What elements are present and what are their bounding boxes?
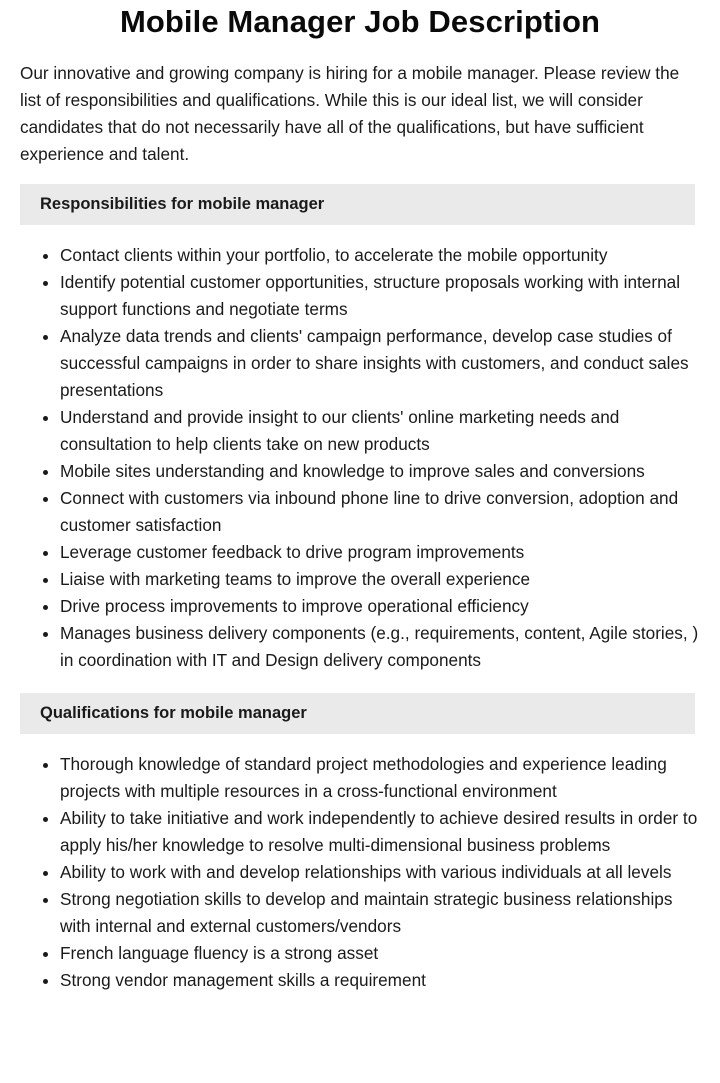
bullet-icon [43,416,48,421]
bullet-icon [43,281,48,286]
bullet-icon [43,817,48,822]
bullet-icon [43,470,48,475]
bullet-icon [43,254,48,259]
list-item-text: Mobile sites understanding and knowledge to improve sales and conversions [60,461,645,481]
bullet-icon [43,979,48,984]
list-item [60,458,700,485]
list-item [60,859,700,886]
intro-paragraph: Our innovative and growing company is hiring for a mobile manager. Please review the list of responsibilities and qualifications. While this is our ideal list, we will consider candidates that do not necessarily have all of the qualifications, but have sufficient experience and talent. [20,63,680,164]
list-item [60,566,700,593]
list-item-text: Understand and provide insight to our clients' online marketing needs and consultation to help clients take on new products [60,407,620,454]
list-item [60,940,700,967]
list-item-text: French language fluency is a strong asset [60,943,379,963]
list-item-text: Drive process improvements to improve operational efficiency [60,596,529,616]
list-item [60,485,700,539]
list-item [60,886,700,940]
bullet-icon [43,497,48,502]
list-item [60,242,700,269]
list-item-text: Connect with customers via inbound phone line to drive conversion, adoption and customer satisfaction [60,488,679,535]
page-title: Mobile Manager Job Description [119,4,601,39]
list-item [60,404,700,458]
bullet-icon [43,952,48,957]
list-item [60,323,700,404]
list-item-text: Leverage customer feedback to drive program improvements [60,542,525,562]
bullet-icon [43,551,48,556]
list-item-text: Ability to work with and develop relationships with various individuals at all levels [60,862,672,882]
bullet-icon [43,871,48,876]
list-item-text: Ability to take initiative and work independently to achieve desired results in order to apply his/her knowledge to resolve multi-dimensional business problems [60,808,698,855]
list-item [60,967,700,994]
list-item-text: Strong vendor management skills a requirement [60,970,426,990]
list-item [60,593,700,620]
bullet-icon [43,335,48,340]
bullet-icon [43,898,48,903]
list-item [60,539,700,566]
list-item-text: Analyze data trends and clients' campaign performance, develop case studies of successful campaigns in order to share insights with customers, and conduct sales presentations [60,326,689,400]
list-item-text: Manages business delivery components (e.g., requirements, content, Agile stories, ) in coordination with IT and Design delivery components [60,623,699,670]
list-item-text: Strong negotiation skills to develop and maintain strategic business relationships with internal and external customers/vendors [60,889,673,936]
bullet-icon [43,605,48,610]
list-item [60,620,700,674]
list-item-text: Thorough knowledge of standard project methodologies and experience leading projects with multiple resources in a cross-functional environment [60,754,667,801]
qualifications-list [0,751,700,994]
qualifications-heading: Qualifications for mobile manager [20,693,695,734]
responsibilities-list [0,242,700,674]
list-item-text: Identify potential customer opportunities, structure proposals working with internal support functions and negotiate terms [60,272,681,319]
list-item [60,269,700,323]
list-item-text: Liaise with marketing teams to improve the overall experience [60,569,531,589]
list-item-text: Contact clients within your portfolio, to accelerate the mobile opportunity [60,245,608,265]
bullet-icon [43,763,48,768]
list-item [60,805,700,859]
bullet-icon [43,578,48,583]
bullet-icon [43,632,48,637]
responsibilities-heading: Responsibilities for mobile manager [20,184,695,225]
list-item [60,751,700,805]
